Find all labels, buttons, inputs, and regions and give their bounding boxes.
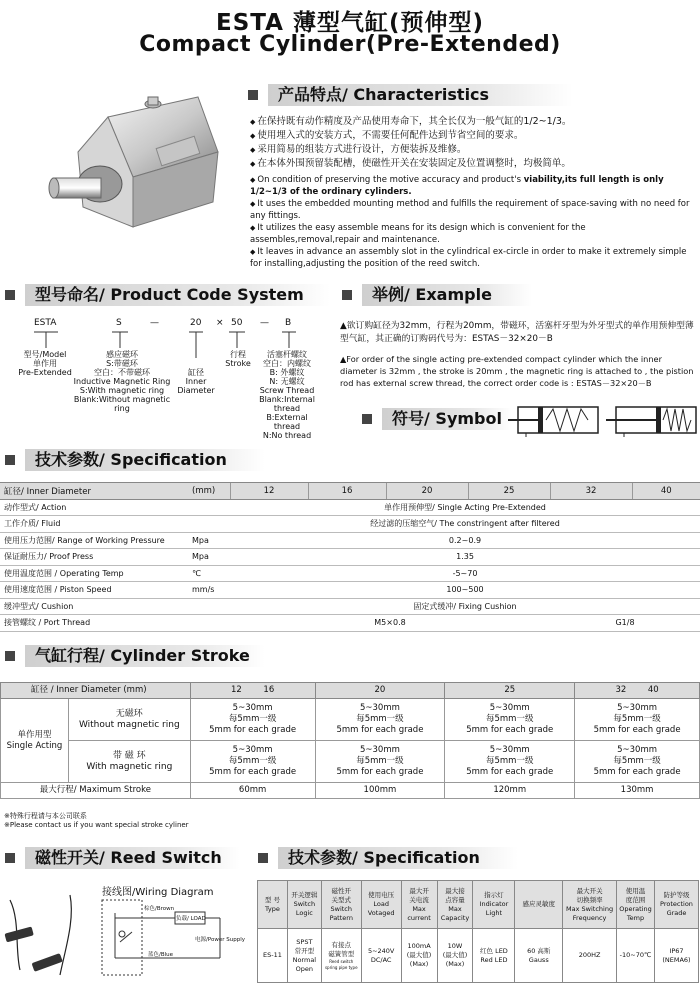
example-en: ▲For order of the single acting pre-extended compact cylinder which the inner diameter is 32mm , the stroke is 20mm , the magnetic ring is attached to , the pistion rod has external screw thread, the correct order code is : ESTAS－32×20－B — [340, 354, 694, 388]
code-part-b: B — [285, 318, 292, 328]
stroke-table — [0, 682, 700, 799]
code-label-rod: 活塞杆螺纹 空白：内螺纹 B: 外螺纹 N: 无螺纹 Screw Thread Blank:Internal thread B:External thread N:No thread — [259, 350, 315, 440]
section-example: 举例/ Example — [342, 284, 532, 306]
code-label-magnet: 感应磁环 S:带磁环 空白：不带磁环 Inductive Magnetic Ring S:With magnetic ring Blank:Without magnetic ring — [73, 350, 171, 413]
code-part-x: × — [216, 318, 224, 328]
table-row: 最大行程/ Maximum Stroke 60mm 100mm 120mm 130mm — [1, 783, 700, 799]
code-diagram — [0, 318, 320, 440]
table-row: 保证耐压力/ Proof Press Mpa 1.35 — [0, 549, 700, 566]
code-label-bore: 缸径 Inner Diameter — [177, 368, 215, 395]
spec-header-label: 缸径/ Inner Diameter — [0, 483, 188, 500]
symbol-retract-icon — [606, 403, 698, 437]
table-row: 接管螺纹 / Port Thread M5×0.8 G1/8 — [0, 615, 700, 632]
section-characteristics: 产品特点/ Characteristics — [248, 84, 573, 106]
title-cn: ESTA 薄型气缸(预伸型) — [215, 10, 484, 36]
characteristics-list — [250, 115, 695, 270]
char-cn-4: ◆ 在本体外围预留装配槽，使磁性开关在安装固定及位置调整时，均极简单。 — [250, 157, 695, 171]
code-part-s: S — [116, 318, 122, 328]
wiring-load-label: 负载/ LOAD — [176, 916, 206, 922]
code-label-stroke: 行程 Stroke — [225, 350, 251, 368]
spec-table — [0, 482, 700, 632]
reed-switch-image — [0, 890, 100, 990]
char-en-4: ◆ It leaves in advance an assembly slot in the cylindrical ex-circle in order to make it extremely simple for installing,adjusting the position of the reed switch. — [250, 246, 695, 270]
section-reed-switch: 磁性开关/ Reed Switch — [5, 847, 240, 869]
table-row: 带 磁 环 With magnetic ring 5~30mm 每5mm一级 5mm for each grade 5~30mm 每5mm一级 5mm for each grade 5~30mm 每5mm一级 5mm for each grade 5~30mm 每5mm一级 5mm for each grade — [1, 741, 700, 783]
table-row: 单作用型 Single Acting 无磁环 Without magnetic ring 5~30mm 每5mm一级 5mm for each grade 5~30mm 每5mm一级 5mm for each grade 5~30mm 每5mm一级 5mm for each grade 5~30mm 每5mm一级 5mm for each grade — [1, 699, 700, 741]
cylinder-product-image — [48, 92, 228, 242]
table-row: 使用温度范围 / Operating Temp ℃ -5~70 — [0, 565, 700, 582]
example-cn: ▲欲订购缸径为32mm，行程为20mm，带磁环，活塞杆牙型为外牙型式的单作用预伸型薄型气缸，其正确的订购码代号为：ESTAS－32×20－B — [340, 321, 694, 344]
wiring-title: 接线图/Wiring Diagram — [102, 887, 214, 898]
char-cn-3: ◆ 采用简易的组装方式进行设计，方便装拆及维修。 — [250, 143, 695, 157]
stroke-note-en: ※Please contact us if you want special stroke cyliner — [4, 821, 189, 829]
switch-spec-table — [257, 880, 699, 983]
code-label-model: 型号/Model 单作用 Pre-Extended — [18, 350, 72, 377]
spec-header-row: 缸径/ Inner Diameter (mm) 12 16 20 25 32 40 — [0, 483, 700, 500]
stroke-header-row: 缸径 / Inner Diameter (mm) 12 16 20 25 32 40 — [1, 683, 700, 699]
table-row: ES-11 SPST 常开型 Normal Open 有接点 磁簧管型 Reed switch spring pipe type 5~240V DC/AC 100mA (最大值) (Max) 10W (最大值) (Max) 红色 LED Red LED 60 高斯 Gauss 200HZ -10~70℃ IP67 (NEMA6) — [258, 929, 699, 983]
char-en-1: ◆ On condition of preserving the motive accuracy and product's viability,its full length is only 1/2~1/3 of the ordinary cylinders. — [250, 174, 695, 198]
symbol-extend-icon — [508, 403, 600, 437]
table-row: 动作型式/ Action 单作用预伸型/ Single Acting Pre-Extended — [0, 499, 700, 516]
section-specification-2: 技术参数/ Specification — [258, 847, 518, 869]
table-row: 缓冲型式/ Cushion 固定式缓冲/ Fixing Cushion — [0, 598, 700, 615]
section-symbol: 符号/ Symbol — [362, 408, 512, 430]
code-part-dash2: — — [260, 318, 269, 328]
char-en-3: ◆ It utilizes the easy assemble means for its design which is convenient for the assembles,removal,repair and maintenance. — [250, 222, 695, 246]
title-en: Compact Cylinder(Pre-Extended) — [139, 32, 561, 57]
code-part-stroke: 50 — [231, 318, 243, 328]
code-part-bore: 20 — [190, 318, 202, 328]
section-specification: 技术参数/ Specification — [5, 449, 265, 471]
char-cn-2: ◆ 使用埋入式的安装方式，不需要任何配件达到节省空间的要求。 — [250, 129, 695, 143]
section-stroke: 气缸行程/ Cylinder Stroke — [5, 645, 265, 667]
wiring-brown-label: 棕色/Brown — [144, 906, 175, 912]
wiring-blue-label: 蓝色/Blue — [148, 952, 174, 958]
switch-header-row: 型 号 Type 开关逻辑 Switch Logic 磁性开 关型式 Switch Pattern 使用电压 Load Votaged 最大开 关电流 Max current 最大接 点容量 Max Capacity 指示灯 Indicator Light 感应灵敏度 最大开关 切换频率 Max Switching Frequency 使用温 度范围 Operating Temp 防护等级 Protection Grade — [258, 881, 699, 929]
wiring-power-label: 电源/Power Supply — [195, 937, 245, 943]
char-en-2: ◆ It uses the embedded mounting method and fulfills the requirement of space-saving with no need for any fittings. — [250, 198, 695, 222]
code-part-dash1: — — [150, 318, 159, 328]
spec-header-unit: (mm) — [188, 483, 230, 500]
section-code-system: 型号命名/ Product Code System — [5, 284, 330, 306]
code-part-esta: ESTA — [34, 318, 57, 328]
stroke-note-cn: ※特殊行程请与本公司联系 — [4, 812, 87, 820]
table-row: 工作介质/ Fluid 经过滤的压缩空气/ The constringent after filtered — [0, 516, 700, 533]
char-cn-1: ◆ 在保持既有动作精度及产品使用寿命下，其全长仅为一般气缸的1/2~1/3。 — [250, 115, 695, 129]
table-row: 使用压力范围/ Range of Working Pressure Mpa 0.2~0.9 — [0, 532, 700, 549]
table-row: 使用速度范围 / Piston Speed mm/s 100~500 — [0, 582, 700, 599]
